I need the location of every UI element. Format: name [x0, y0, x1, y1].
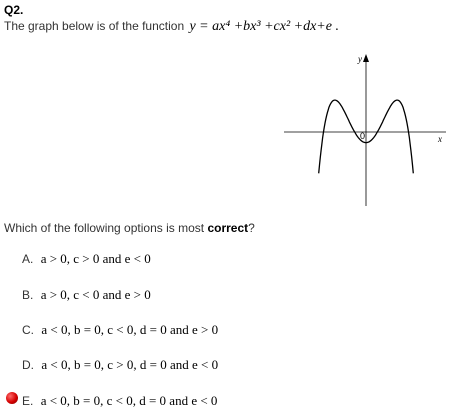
y-axis-label: y — [358, 54, 362, 64]
x-axis-label: x — [438, 134, 442, 144]
option-text: a < 0, b = 0, c < 0, d = 0 and e > 0 — [41, 322, 219, 337]
option-prompt: Which of the following options is most correct? — [4, 221, 255, 235]
option-text: a > 0, c < 0 and e > 0 — [40, 287, 151, 302]
option-letter: D. — [22, 358, 34, 372]
function-graph — [282, 50, 450, 210]
option-letter: E. — [22, 394, 34, 408]
option-e[interactable] — [22, 393, 217, 409]
option-b[interactable] — [22, 287, 151, 303]
option-text: a > 0, c > 0 and e < 0 — [40, 251, 151, 266]
option-letter: C. — [22, 323, 34, 337]
option-c[interactable] — [22, 322, 218, 338]
prompt-emphasis: correct — [207, 221, 249, 235]
function-label: y = ax⁴ +bx³ +cx² +dx+e . — [189, 19, 339, 34]
option-d[interactable] — [22, 357, 218, 373]
question-number: Q2. — [4, 3, 24, 17]
stem-text: The graph below is of the function — [4, 19, 185, 33]
origin-label: 0 — [360, 131, 366, 141]
option-text: a < 0, b = 0, c < 0, d = 0 and e < 0 — [40, 393, 218, 408]
option-letter: B. — [22, 288, 34, 302]
option-letter: A. — [22, 252, 34, 266]
option-text: a < 0, b = 0, c > 0, d = 0 and e < 0 — [41, 357, 219, 372]
red-dot-icon — [6, 392, 18, 404]
question-stem — [4, 19, 339, 35]
y-axis-arrow-icon — [363, 54, 369, 62]
option-a[interactable] — [22, 251, 151, 267]
